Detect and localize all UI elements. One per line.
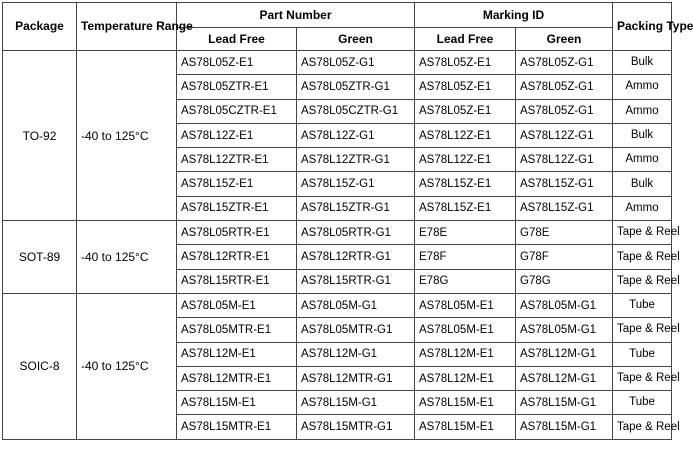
- package-cell: SOT-89: [3, 221, 77, 294]
- header-part-number: Part Number: [177, 3, 415, 28]
- part-number-lead-free-cell: AS78L12Z-E1: [177, 123, 297, 147]
- part-number-lead-free-cell: AS78L05CZTR-E1: [177, 99, 297, 123]
- marking-id-lead-free-cell: AS78L15M-E1: [415, 391, 516, 415]
- part-number-green-cell: AS78L15M-G1: [297, 391, 415, 415]
- packing-type-cell: Tape & Reel: [613, 318, 672, 342]
- packing-type-cell: Tape & Reel: [613, 269, 672, 293]
- marking-id-green-cell: G78F: [516, 245, 613, 269]
- marking-id-green-cell: AS78L12M-G1: [516, 342, 613, 366]
- packing-type-cell: Tube: [613, 342, 672, 366]
- marking-id-lead-free-cell: AS78L05M-E1: [415, 293, 516, 317]
- part-number-green-cell: AS78L15RTR-G1: [297, 269, 415, 293]
- header-package: Package: [3, 3, 77, 51]
- table-body: [3, 51, 680, 440]
- marking-id-lead-free-cell: AS78L12Z-E1: [415, 123, 516, 147]
- marking-id-green-cell: AS78L12Z-G1: [516, 148, 613, 172]
- header-marking-green: Green: [516, 28, 613, 51]
- part-number-green-cell: AS78L15Z-G1: [297, 172, 415, 196]
- table-row: [3, 51, 672, 75]
- marking-id-green-cell: AS78L15Z-G1: [516, 196, 613, 220]
- part-number-lead-free-cell: AS78L12MTR-E1: [177, 366, 297, 390]
- header-marking-lead-free: Lead Free: [415, 28, 516, 51]
- marking-id-lead-free-cell: E78E: [415, 221, 516, 245]
- temperature-range-cell: -40 to 125°C: [77, 51, 177, 221]
- marking-id-lead-free-cell: AS78L12M-E1: [415, 366, 516, 390]
- part-number-green-cell: AS78L05MTR-G1: [297, 318, 415, 342]
- part-number-green-cell: AS78L05CZTR-G1: [297, 99, 415, 123]
- marking-id-lead-free-cell: AS78L15M-E1: [415, 415, 516, 439]
- part-number-green-cell: AS78L05M-G1: [297, 293, 415, 317]
- header-packing-type: Packing Type: [613, 3, 672, 51]
- marking-id-green-cell: AS78L12M-G1: [516, 366, 613, 390]
- part-number-lead-free-cell: AS78L12ZTR-E1: [177, 148, 297, 172]
- table-row: [3, 293, 672, 317]
- marking-id-lead-free-cell: AS78L15Z-E1: [415, 172, 516, 196]
- packing-type-cell: Tape & Reel: [613, 366, 672, 390]
- packing-type-cell: Ammo: [613, 75, 672, 99]
- marking-id-lead-free-cell: AS78L15Z-E1: [415, 196, 516, 220]
- marking-id-lead-free-cell: AS78L05Z-E1: [415, 75, 516, 99]
- part-number-lead-free-cell: AS78L05Z-E1: [177, 51, 297, 75]
- part-number-lead-free-cell: AS78L05MTR-E1: [177, 318, 297, 342]
- part-number-lead-free-cell: AS78L12RTR-E1: [177, 245, 297, 269]
- package-cell: TO-92: [3, 51, 77, 221]
- part-number-green-cell: AS78L12M-G1: [297, 342, 415, 366]
- header-part-green: Green: [297, 28, 415, 51]
- marking-id-green-cell: AS78L15Z-G1: [516, 172, 613, 196]
- marking-id-lead-free-cell: AS78L05Z-E1: [415, 99, 516, 123]
- marking-id-green-cell: AS78L12Z-G1: [516, 123, 613, 147]
- marking-id-lead-free-cell: AS78L05Z-E1: [415, 51, 516, 75]
- packing-type-cell: Tape & Reel: [613, 415, 672, 439]
- temperature-range-cell: -40 to 125°C: [77, 293, 177, 439]
- part-number-green-cell: AS78L05RTR-G1: [297, 221, 415, 245]
- packing-type-cell: Bulk: [613, 51, 672, 75]
- part-number-lead-free-cell: AS78L05RTR-E1: [177, 221, 297, 245]
- part-number-lead-free-cell: AS78L05ZTR-E1: [177, 75, 297, 99]
- part-number-lead-free-cell: AS78L12M-E1: [177, 342, 297, 366]
- packing-type-cell: Tape & Reel: [613, 245, 672, 269]
- marking-id-lead-free-cell: AS78L12M-E1: [415, 342, 516, 366]
- packing-type-cell: Tube: [613, 391, 672, 415]
- packing-type-cell: Ammo: [613, 148, 672, 172]
- part-number-green-cell: AS78L12ZTR-G1: [297, 148, 415, 172]
- packing-type-cell: Tape & Reel: [613, 221, 672, 245]
- marking-id-green-cell: AS78L15M-G1: [516, 415, 613, 439]
- marking-id-green-cell: G78G: [516, 269, 613, 293]
- marking-id-lead-free-cell: AS78L12Z-E1: [415, 148, 516, 172]
- part-number-lead-free-cell: AS78L15M-E1: [177, 391, 297, 415]
- header-temperature-range: Temperature Range: [77, 3, 177, 51]
- part-number-lead-free-cell: AS78L05M-E1: [177, 293, 297, 317]
- part-number-lead-free-cell: AS78L15MTR-E1: [177, 415, 297, 439]
- marking-id-green-cell: AS78L05Z-G1: [516, 75, 613, 99]
- packing-type-cell: Bulk: [613, 172, 672, 196]
- part-number-green-cell: AS78L12Z-G1: [297, 123, 415, 147]
- packing-type-cell: Tube: [613, 293, 672, 317]
- packing-type-cell: Ammo: [613, 99, 672, 123]
- part-number-green-cell: AS78L05ZTR-G1: [297, 75, 415, 99]
- part-number-green-cell: AS78L15ZTR-G1: [297, 196, 415, 220]
- packing-type-cell: Ammo: [613, 196, 672, 220]
- ordering-info-table: [2, 2, 693, 440]
- part-number-lead-free-cell: AS78L15RTR-E1: [177, 269, 297, 293]
- marking-id-green-cell: AS78L05M-G1: [516, 318, 613, 342]
- temperature-range-cell: -40 to 125°C: [77, 221, 177, 294]
- part-number-lead-free-cell: AS78L15ZTR-E1: [177, 196, 297, 220]
- part-number-green-cell: AS78L05Z-G1: [297, 51, 415, 75]
- packing-type-cell: Bulk: [613, 123, 672, 147]
- header-part-lead-free: Lead Free: [177, 28, 297, 51]
- part-number-green-cell: AS78L15MTR-G1: [297, 415, 415, 439]
- part-number-lead-free-cell: AS78L15Z-E1: [177, 172, 297, 196]
- part-number-green-cell: AS78L12MTR-G1: [297, 366, 415, 390]
- marking-id-green-cell: AS78L05Z-G1: [516, 51, 613, 75]
- header-marking-id: Marking ID: [415, 3, 613, 28]
- package-cell: SOIC-8: [3, 293, 77, 439]
- marking-id-lead-free-cell: E78G: [415, 269, 516, 293]
- part-number-green-cell: AS78L12RTR-G1: [297, 245, 415, 269]
- marking-id-green-cell: AS78L05M-G1: [516, 293, 613, 317]
- marking-id-green-cell: AS78L05Z-G1: [516, 99, 613, 123]
- table-row: [3, 221, 672, 245]
- marking-id-green-cell: AS78L15M-G1: [516, 391, 613, 415]
- marking-id-lead-free-cell: AS78L05M-E1: [415, 318, 516, 342]
- marking-id-lead-free-cell: E78F: [415, 245, 516, 269]
- marking-id-green-cell: G78E: [516, 221, 613, 245]
